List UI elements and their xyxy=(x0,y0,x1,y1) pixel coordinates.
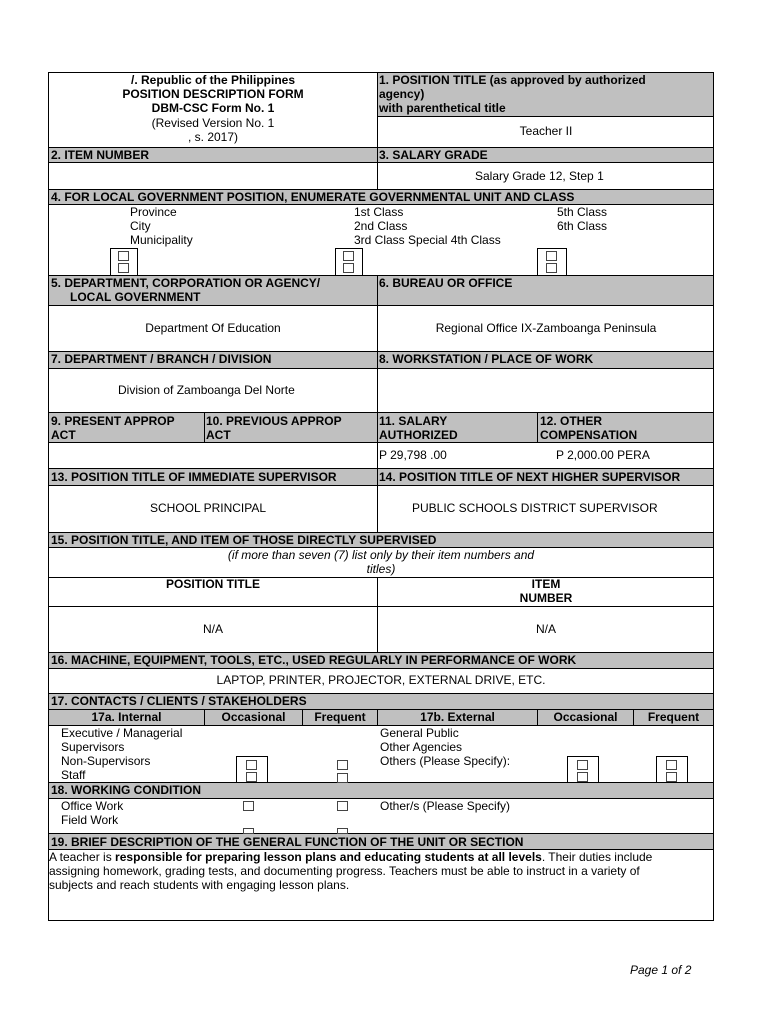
col-position-title: POSITION TITLE xyxy=(165,577,260,591)
s6-label: 6. BUREAU OR OFFICE xyxy=(379,276,513,290)
s13-label: 13. POSITION TITLE OF IMMEDIATE SUPERVISOR xyxy=(51,470,337,484)
lgu-city: City xyxy=(130,219,151,233)
condition-office-work: Office Work xyxy=(61,799,124,813)
col-occasional-internal: Occasional xyxy=(221,710,286,724)
salary-grade-value[interactable]: Salary Grade 12, Step 1 xyxy=(475,169,604,183)
checkbox[interactable] xyxy=(118,251,129,261)
position-title-value[interactable]: Teacher II xyxy=(519,124,573,138)
page-number: Page 1 of 2 xyxy=(630,963,692,977)
lgu-municipality: Municipality xyxy=(130,233,193,247)
s14-label: 14. POSITION TITLE OF NEXT HIGHER SUPERVISOR xyxy=(379,470,681,484)
external-occasional-checkboxes xyxy=(567,756,599,783)
contact-staff: Staff xyxy=(61,768,86,782)
revision-line2: , s. 2017) xyxy=(187,130,239,144)
bureau-value[interactable]: Regional Office IX-Zamboanga Peninsula xyxy=(435,321,657,335)
internal-occasional-checkboxes xyxy=(236,756,268,783)
department-value[interactable]: Department Of Education xyxy=(145,321,281,335)
col-frequent-external: Frequent xyxy=(647,710,700,724)
s11-label-l1: 11. SALARY xyxy=(379,414,448,428)
contact-executive: Executive / Managerial xyxy=(61,726,183,740)
division-value[interactable]: Division of Zamboanga Del Norte xyxy=(118,383,295,397)
s1-label-l3: with parenthetical title xyxy=(379,101,506,115)
lgu-checkbox-group xyxy=(110,248,138,276)
function-description-line1: A teacher is responsible for preparing lesson plans and educating students at all levels. Their duties include xyxy=(49,850,653,864)
s15-note-l2: titles) xyxy=(366,562,396,576)
s4-label: 4. FOR LOCAL GOVERNMENT POSITION, ENUMERATE GOVERNMENTAL UNIT AND CLASS xyxy=(51,190,575,204)
form-number: DBM-CSC Form No. 1 xyxy=(151,101,275,115)
form-title: POSITION DESCRIPTION FORM xyxy=(122,87,304,101)
checkbox[interactable] xyxy=(546,263,557,273)
class-5th: 5th Class xyxy=(557,205,608,219)
contact-general-public: General Public xyxy=(380,726,459,740)
checkbox[interactable] xyxy=(666,772,677,782)
s9-label-l1: 9. PRESENT APPROP xyxy=(51,414,175,428)
other-compensation-value[interactable]: P 2,000.00 PERA xyxy=(556,448,650,462)
col-item-l1: ITEM xyxy=(531,577,561,591)
checkbox[interactable] xyxy=(118,263,129,273)
external-frequent-checkboxes xyxy=(656,756,688,783)
class-3rd-4th: 3rd Class Special 4th Class xyxy=(354,233,501,247)
condition-field-work: Field Work xyxy=(61,813,119,827)
s8-label: 8. WORKSTATION / PLACE OF WORK xyxy=(379,352,594,366)
next-higher-supervisor-value[interactable]: PUBLIC SCHOOLS DISTRICT SUPERVISOR xyxy=(412,501,658,515)
checkbox[interactable] xyxy=(337,801,348,811)
supervised-title-value[interactable]: N/A xyxy=(202,622,223,636)
lgu-province: Province xyxy=(130,205,177,219)
checkbox[interactable] xyxy=(243,801,254,811)
immediate-supervisor-value[interactable]: SCHOOL PRINCIPAL xyxy=(150,501,267,515)
col-occasional-external: Occasional xyxy=(553,710,618,724)
header-line1: /. Republic of the Philippines xyxy=(130,73,295,87)
equipment-value[interactable]: LAPTOP, PRINTER, PROJECTOR, EXTERNAL DRIVE, ETC. xyxy=(216,673,546,687)
salary-authorized-value[interactable]: P 29,798 .00 xyxy=(379,448,447,462)
s9-label-l2: ACT xyxy=(51,428,76,442)
checkbox[interactable] xyxy=(666,760,677,770)
class-1st: 1st Class xyxy=(354,205,404,219)
s16-label: 16. MACHINE, EQUIPMENT, TOOLS, ETC., USED REGULARLY IN PERFORMANCE OF WORK xyxy=(51,653,577,667)
s5-label-l2: LOCAL GOVERNMENT xyxy=(70,290,201,304)
checkbox[interactable] xyxy=(577,772,588,782)
supervised-item-value[interactable]: N/A xyxy=(535,622,556,636)
checkbox[interactable] xyxy=(343,263,354,273)
s3-label: 3. SALARY GRADE xyxy=(379,148,488,162)
col-frequent-internal: Frequent xyxy=(314,710,366,724)
checkbox[interactable] xyxy=(577,760,588,770)
class-checkbox-group-2 xyxy=(537,248,567,276)
s2-label: 2. ITEM NUMBER xyxy=(51,148,150,162)
contact-supervisors: Supervisors xyxy=(61,740,125,754)
checkbox[interactable] xyxy=(337,773,348,783)
checkbox[interactable] xyxy=(343,251,354,261)
col-item-l2: NUMBER xyxy=(519,591,573,605)
s12-label-l2: COMPENSATION xyxy=(540,428,638,442)
s15-label: 15. POSITION TITLE, AND ITEM OF THOSE DIRECTLY SUPERVISED xyxy=(51,533,437,547)
function-description-line3: subjects and reach students with engaging lesson plans. xyxy=(49,878,350,892)
condition-others: Other/s (Please Specify) xyxy=(380,799,511,813)
col-internal: 17a. Internal xyxy=(91,710,162,724)
s18-label: 18. WORKING CONDITION xyxy=(51,783,202,797)
s11-label-l2: AUTHORIZED xyxy=(379,428,458,442)
class-2nd: 2nd Class xyxy=(354,219,408,233)
checkbox[interactable] xyxy=(243,828,254,834)
col-external: 17b. External xyxy=(420,710,495,724)
s7-label: 7. DEPARTMENT / BRANCH / DIVISION xyxy=(51,352,272,366)
s19-label: 19. BRIEF DESCRIPTION OF THE GENERAL FUNCTION OF THE UNIT OR SECTION xyxy=(51,835,524,849)
s15-note-l1: (if more than seven (7) list only by their item numbers and xyxy=(227,548,535,562)
class-checkbox-group xyxy=(335,248,363,276)
s10-label-l1: 10. PREVIOUS APPROP xyxy=(206,414,342,428)
s17-label: 17. CONTACTS / CLIENTS / STAKEHOLDERS xyxy=(51,694,307,708)
contact-other-agencies: Other Agencies xyxy=(380,740,463,754)
checkbox[interactable] xyxy=(337,760,348,770)
checkbox[interactable] xyxy=(246,772,257,782)
s12-label-l1: 12. OTHER xyxy=(540,414,603,428)
contact-non-supervisors: Non-Supervisors xyxy=(61,754,151,768)
class-6th: 6th Class xyxy=(557,219,608,233)
s5-label-l1: 5. DEPARTMENT, CORPORATION OR AGENCY/ xyxy=(51,276,321,290)
checkbox[interactable] xyxy=(246,760,257,770)
checkbox[interactable] xyxy=(337,828,348,834)
s1-label-l2: agency) xyxy=(379,87,425,101)
function-description-line2: assigning homework, grading tests, and documenting progress. Teachers must be able to instruct in a variety of xyxy=(49,864,640,878)
revision-line1: (Revised Version No. 1 xyxy=(151,116,275,130)
s1-label-l1: 1. POSITION TITLE (as approved by authorized xyxy=(379,73,646,87)
s10-label-l2: ACT xyxy=(206,428,231,442)
checkbox[interactable] xyxy=(546,251,557,261)
contact-others-specify: Others (Please Specify): xyxy=(380,754,511,768)
